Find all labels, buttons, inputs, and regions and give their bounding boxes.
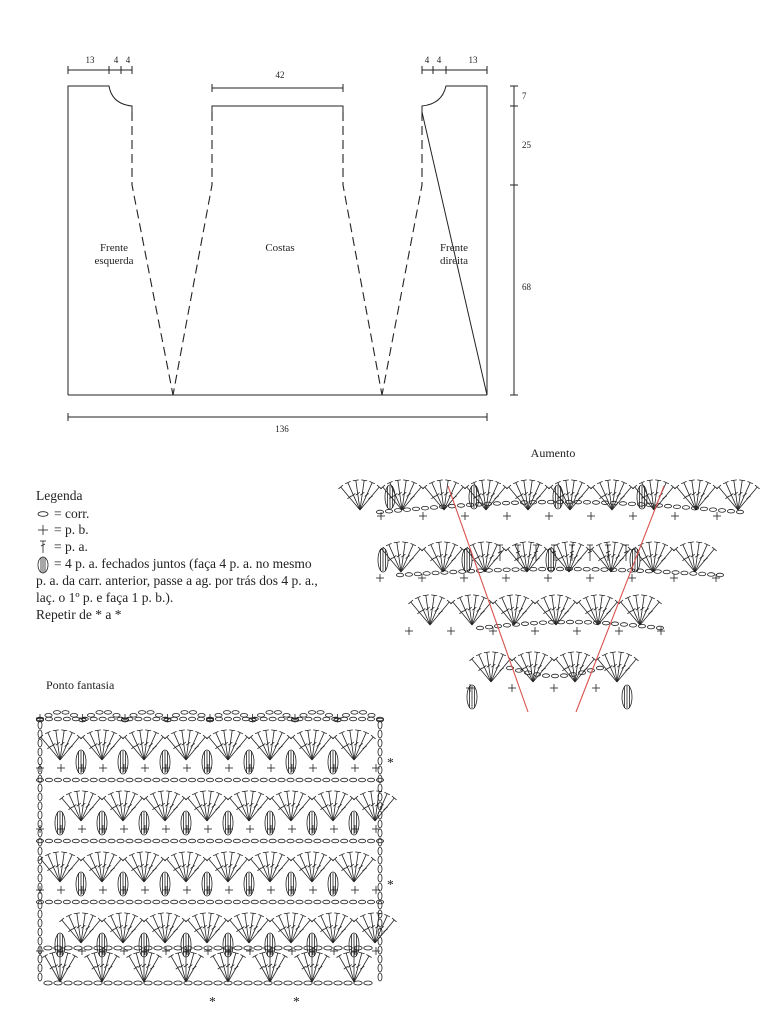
shell-fan: [269, 791, 312, 821]
cluster-stitch: [467, 685, 477, 709]
cluster-stitch: [76, 872, 86, 896]
label-front-right-2: direita: [439, 255, 469, 267]
cluster-stitch: [462, 548, 472, 572]
chain-icon: [38, 512, 48, 517]
legend-cont-1: p. a. da carr. anterior, passe a ag. por trás dos 4 p. a.,: [36, 573, 318, 588]
ponto-stitch-grid: [36, 711, 397, 985]
shell-fan: [553, 652, 596, 682]
cluster-stitch: [385, 485, 395, 509]
sc-stitch: [713, 512, 721, 520]
sc-stitch: [587, 512, 595, 520]
right-front-dashed-edge: [382, 112, 422, 395]
shell-fan: [290, 730, 333, 760]
dim-back-42: 42: [275, 70, 285, 80]
shell-fan: [492, 595, 535, 625]
label-front-left-2: esquerda: [94, 255, 134, 267]
shell-fan: [674, 480, 717, 510]
shell-fan: [269, 913, 312, 943]
sc-stitch: [419, 512, 427, 520]
ponto-title: Ponto fantasia: [46, 678, 115, 692]
sc-stitch: [351, 764, 359, 772]
sc-stitch: [206, 714, 214, 722]
cluster-stitch: [160, 872, 170, 896]
sc-stitch: [225, 886, 233, 894]
sc-stitch: [712, 574, 720, 582]
sc-stitch: [330, 825, 338, 833]
sc-stitch: [615, 627, 623, 635]
dim-bottom-136: 136: [275, 424, 289, 434]
left-front-dashed-edge: [132, 112, 173, 395]
repeat-marker-row-a: *: [387, 755, 394, 770]
cluster-stitch: [328, 750, 338, 774]
sc-stitch: [225, 764, 233, 772]
ponto-fantasia-chart: [36, 678, 397, 1009]
sc-stitch: [573, 627, 581, 635]
dim-heights: [510, 86, 532, 395]
sc-stitch: [246, 825, 254, 833]
sc-stitch: [288, 825, 296, 833]
side-chain: [378, 721, 382, 981]
cluster-stitch: [307, 811, 317, 835]
shell-fan: [122, 730, 165, 760]
label-front-left-1: Frente: [99, 242, 129, 254]
sc-stitch: [545, 512, 553, 520]
cluster-stitch: [55, 933, 65, 957]
shell-fan: [290, 852, 333, 882]
shell-fan: [311, 791, 354, 821]
shell-fan: [338, 480, 381, 510]
sc-stitch: [267, 886, 275, 894]
aumento-chart: [338, 446, 759, 712]
sc-stitch: [183, 764, 191, 772]
shell-fan: [122, 852, 165, 882]
sc-stitch: [592, 684, 600, 692]
sc-stitch: [550, 684, 558, 692]
cluster-stitch: [328, 872, 338, 896]
shell-fan: [294, 952, 329, 982]
cluster-stitch: [118, 750, 128, 774]
dim-right-13: 13: [468, 55, 478, 65]
label-back: Costas: [265, 242, 295, 254]
sc-stitch: [460, 574, 468, 582]
dim-right-4a: 4: [424, 55, 430, 65]
cluster-stitch: [286, 750, 296, 774]
sc-stitch: [183, 886, 191, 894]
dim-left-4a: 4: [113, 55, 119, 65]
cluster-stitch: [76, 750, 86, 774]
cluster-stitch: [202, 750, 212, 774]
shell-fan: [84, 952, 119, 982]
shell-fan: [673, 542, 716, 572]
shell-fan: [422, 480, 465, 510]
sc-stitch: [204, 947, 212, 955]
back-right-dashed-edge: [343, 112, 382, 395]
sc-stitch: [508, 684, 516, 692]
legend-item-dc: = p. a.: [54, 539, 88, 554]
cluster-icon: [38, 557, 48, 573]
shell-fan: [206, 852, 249, 882]
cluster-stitch: [223, 811, 233, 835]
shell-fan: [336, 952, 371, 982]
cluster-stitch: [265, 811, 275, 835]
sc-stitch: [671, 512, 679, 520]
shell-fan: [227, 791, 270, 821]
shell-fan: [716, 480, 759, 510]
repeat-marker-col-a: *: [209, 994, 216, 1009]
side-chain: [38, 721, 42, 981]
dc-stitch: [605, 545, 611, 561]
chain-arch: [36, 900, 383, 904]
shell-fan: [595, 652, 638, 682]
aumento-stitch-grid: [338, 480, 759, 709]
sc-stitch: [502, 574, 510, 582]
cluster-stitch: [223, 933, 233, 957]
sc-stitch: [544, 574, 552, 582]
shell-fan: [185, 913, 228, 943]
shell-fan: [469, 652, 512, 682]
shell-fan: [332, 852, 375, 882]
cluster-stitch: [97, 811, 107, 835]
sc-stitch: [120, 947, 128, 955]
shell-fan: [590, 480, 633, 510]
sc-stitch: [531, 627, 539, 635]
shell-fan: [248, 852, 291, 882]
shell-fan: [59, 913, 102, 943]
cluster-stitch: [118, 872, 128, 896]
single-crochet-icon: [38, 525, 48, 535]
cluster-stitch: [349, 811, 359, 835]
cluster-stitch: [622, 685, 632, 709]
sc-stitch: [246, 947, 254, 955]
shell-fan: [164, 730, 207, 760]
legend-cont-2: laç. o 1º p. e faça 1 p. b.).: [36, 590, 174, 605]
shell-fan: [185, 791, 228, 821]
repeat-marker-col-b: *: [293, 994, 300, 1009]
double-crochet-icon: [40, 541, 46, 553]
sc-stitch: [489, 627, 497, 635]
cluster-stitch: [553, 485, 563, 509]
sc-stitch: [267, 764, 275, 772]
shell-fan: [576, 595, 619, 625]
legend-item-sc: = p. b.: [54, 522, 89, 537]
sc-stitch: [57, 886, 65, 894]
cluster-stitch: [181, 933, 191, 957]
sc-stitch: [309, 886, 317, 894]
sc-stitch: [309, 764, 317, 772]
legend-item-cluster: = 4 p. a. fechados juntos (faça 4 p. a. no mesmo: [54, 556, 312, 571]
shell-fan: [80, 730, 123, 760]
cluster-stitch: [139, 933, 149, 957]
dim-left-4b: 4: [125, 55, 131, 65]
shell-fan: [80, 852, 123, 882]
cluster-stitch: [378, 548, 388, 572]
sc-stitch: [629, 512, 637, 520]
shell-fan: [126, 952, 161, 982]
dim-top-left: [68, 55, 132, 74]
repeat-marker-row-b: *: [387, 877, 394, 892]
sc-stitch: [372, 764, 380, 772]
cluster-stitch: [349, 933, 359, 957]
sc-stitch: [461, 512, 469, 520]
sc-stitch: [330, 947, 338, 955]
sc-stitch: [57, 764, 65, 772]
sc-stitch: [447, 627, 455, 635]
cluster-stitch: [244, 750, 254, 774]
dim-height-25: 25: [522, 140, 531, 150]
cluster-stitch: [286, 872, 296, 896]
shell-fan: [38, 852, 81, 882]
shell-fan: [311, 913, 354, 943]
legend-title: Legenda: [36, 488, 83, 503]
cluster-stitch: [55, 811, 65, 835]
dim-height-7: 7: [522, 91, 527, 101]
sc-stitch: [162, 825, 170, 833]
dim-right-4b: 4: [436, 55, 442, 65]
sc-stitch: [78, 947, 86, 955]
cluster-stitch: [97, 933, 107, 957]
shell-fan: [252, 952, 287, 982]
sc-stitch: [586, 574, 594, 582]
dim-left-13: 13: [85, 55, 95, 65]
dc-stitch: [587, 545, 593, 561]
sc-stitch: [162, 947, 170, 955]
sc-stitch: [670, 574, 678, 582]
shell-fan: [210, 952, 245, 982]
cluster-stitch: [160, 750, 170, 774]
shell-fan: [421, 542, 464, 572]
sc-stitch: [120, 825, 128, 833]
shell-fan: [408, 595, 451, 625]
shell-fan: [332, 730, 375, 760]
shell-fan: [168, 952, 203, 982]
sc-stitch: [204, 825, 212, 833]
aumento-title: Aumento: [530, 446, 576, 460]
shell-fan: [506, 480, 549, 510]
sc-stitch: [377, 512, 385, 520]
shell-fan: [101, 791, 144, 821]
cluster-stitch: [181, 811, 191, 835]
schematic-outline: [68, 86, 487, 395]
sc-stitch: [99, 886, 107, 894]
back-left-dashed-edge: [173, 112, 212, 395]
sc-stitch: [36, 886, 44, 894]
dim-height-68: 68: [522, 282, 531, 292]
shell-fan: [42, 952, 77, 982]
sc-stitch: [141, 886, 149, 894]
shell-fan: [143, 913, 186, 943]
chain-arch: [36, 839, 383, 843]
shell-fan: [206, 730, 249, 760]
shell-fan: [227, 913, 270, 943]
shell-fan: [59, 791, 102, 821]
chain-arch: [376, 500, 743, 514]
chain-row: [44, 981, 372, 985]
chain-arch: [476, 620, 663, 630]
shell-fan: [248, 730, 291, 760]
shell-fan: [38, 730, 81, 760]
dim-top-right: [422, 55, 487, 74]
cluster-stitch: [307, 933, 317, 957]
cluster-stitch: [265, 933, 275, 957]
garment-schematic: [68, 55, 532, 434]
legend: [36, 488, 318, 622]
cluster-stitch: [139, 811, 149, 835]
sc-stitch: [288, 947, 296, 955]
dim-bottom-width: [68, 413, 487, 434]
dim-back-width: [212, 70, 343, 92]
cluster-stitch: [469, 485, 479, 509]
sc-stitch: [141, 764, 149, 772]
legend-repeat: Repetir de * a *: [36, 607, 122, 622]
shell-fan: [353, 913, 396, 943]
shell-fan: [618, 595, 661, 625]
shell-fan: [143, 791, 186, 821]
cluster-stitch: [202, 872, 212, 896]
shell-fan: [164, 852, 207, 882]
sc-stitch: [405, 627, 413, 635]
cluster-stitch: [244, 872, 254, 896]
shell-fan: [353, 791, 396, 821]
sc-stitch: [376, 574, 384, 582]
shell-fan: [450, 595, 493, 625]
legend-item-chain: = corr.: [54, 506, 90, 521]
shell-fan: [101, 913, 144, 943]
label-front-right-1: Frente: [439, 242, 469, 254]
chain-arch: [36, 778, 383, 782]
sc-stitch: [99, 764, 107, 772]
sc-stitch: [78, 825, 86, 833]
sc-stitch: [503, 512, 511, 520]
sc-stitch: [351, 886, 359, 894]
